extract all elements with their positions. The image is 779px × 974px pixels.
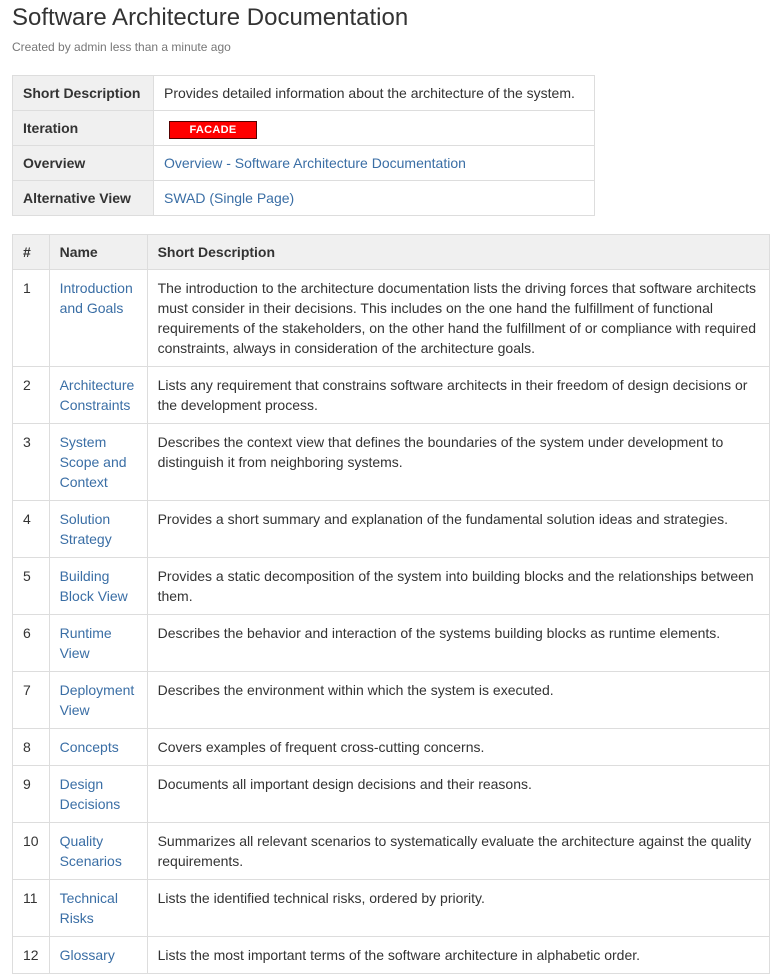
row-number: 10 (13, 823, 50, 880)
row-name-cell (49, 424, 147, 501)
property-row-alternative-view (13, 181, 595, 216)
properties-table (12, 75, 595, 216)
row-description: Summarizes all relevant scenarios to systematically evaluate the architecture against the quality requirements. (147, 823, 769, 880)
property-key: Alternative View (13, 181, 154, 216)
section-link[interactable]: Quality Scenarios (59, 833, 122, 869)
sections-table (12, 234, 770, 974)
property-row-iteration (13, 111, 595, 146)
property-key: Iteration (13, 111, 154, 146)
row-name-cell (49, 270, 147, 367)
page-meta: Created by admin less than a minute ago (12, 40, 231, 54)
property-row-short-description (13, 76, 595, 111)
table-row (13, 558, 770, 615)
row-name-cell (49, 672, 147, 729)
section-link[interactable]: Solution Strategy (59, 511, 112, 547)
row-description: The introduction to the architecture documentation lists the driving forces that software architects must consider in their decisions. This includes on the one hand the fulfillment of functional requirements of the stakeholders, on the other hand the fulfillment of or compliance with required constraints, always in consideration of the architecture goals. (147, 270, 769, 367)
iteration-badge: FACADE (169, 121, 257, 139)
section-link[interactable]: Concepts (59, 739, 119, 755)
page-title: Software Architecture Documentation (12, 4, 409, 31)
section-link[interactable]: Runtime View (59, 625, 112, 661)
table-row (13, 672, 770, 729)
row-number: 9 (13, 766, 50, 823)
row-description: Provides a short summary and explanation of the fundamental solution ideas and strategies. (147, 501, 769, 558)
row-name-cell (49, 558, 147, 615)
section-link[interactable]: Technical Risks (59, 890, 118, 926)
property-value (154, 181, 595, 216)
row-number: 3 (13, 424, 50, 501)
row-description: Describes the behavior and interaction of the systems building blocks as runtime elements. (147, 615, 769, 672)
table-row (13, 729, 770, 766)
table-row (13, 615, 770, 672)
table-row (13, 823, 770, 880)
section-link[interactable]: Building Block View (59, 568, 128, 604)
row-description: Provides a static decomposition of the system into building blocks and the relationships between them. (147, 558, 769, 615)
row-description: Describes the environment within which the system is executed. (147, 672, 769, 729)
row-description: Lists any requirement that constrains software architects in their freedom of design decisions or the development process. (147, 367, 769, 424)
property-key: Overview (13, 146, 154, 181)
table-row (13, 270, 770, 367)
table-row (13, 424, 770, 501)
row-description: Describes the context view that defines the boundaries of the system under development to distinguish it from neighboring systems. (147, 424, 769, 501)
table-row (13, 766, 770, 823)
row-number: 4 (13, 501, 50, 558)
row-number: 11 (13, 880, 50, 937)
row-description: Lists the identified technical risks, ordered by priority. (147, 880, 769, 937)
sections-header-row (13, 235, 770, 270)
section-link[interactable]: Design Decisions (59, 776, 121, 812)
section-link[interactable]: Introduction and Goals (59, 280, 133, 316)
table-row (13, 501, 770, 558)
property-value (154, 146, 595, 181)
property-key: Short Description (13, 76, 154, 111)
row-number: 7 (13, 672, 50, 729)
row-description: Lists the most important terms of the software architecture in alphabetic order. (147, 937, 769, 974)
property-value: Provides detailed information about the architecture of the system. (154, 76, 595, 111)
row-name-cell (49, 880, 147, 937)
row-number: 8 (13, 729, 50, 766)
row-name-cell (49, 367, 147, 424)
section-link[interactable]: Deployment View (59, 682, 135, 718)
sections-body (13, 270, 770, 974)
table-row (13, 937, 770, 974)
table-row (13, 880, 770, 937)
row-number: 5 (13, 558, 50, 615)
column-header-description: Short Description (147, 235, 769, 270)
overview-link[interactable]: Overview - Software Architecture Documentation (164, 155, 466, 171)
row-name-cell (49, 615, 147, 672)
row-number: 1 (13, 270, 50, 367)
row-name-cell (49, 823, 147, 880)
column-header-name: Name (49, 235, 147, 270)
column-header-number: # (13, 235, 50, 270)
row-number: 2 (13, 367, 50, 424)
row-number: 6 (13, 615, 50, 672)
property-value (154, 111, 595, 146)
row-name-cell (49, 766, 147, 823)
table-row (13, 367, 770, 424)
row-name-cell (49, 501, 147, 558)
section-link[interactable]: Glossary (59, 947, 115, 963)
row-name-cell (49, 729, 147, 766)
row-description: Documents all important design decisions and their reasons. (147, 766, 769, 823)
property-row-overview (13, 146, 595, 181)
row-name-cell (49, 937, 147, 974)
alternative-view-link[interactable]: SWAD (Single Page) (164, 190, 295, 206)
row-description: Covers examples of frequent cross-cutting concerns. (147, 729, 769, 766)
section-link[interactable]: System Scope and Context (59, 434, 127, 490)
section-link[interactable]: Architecture Constraints (59, 377, 135, 413)
row-number: 12 (13, 937, 50, 974)
